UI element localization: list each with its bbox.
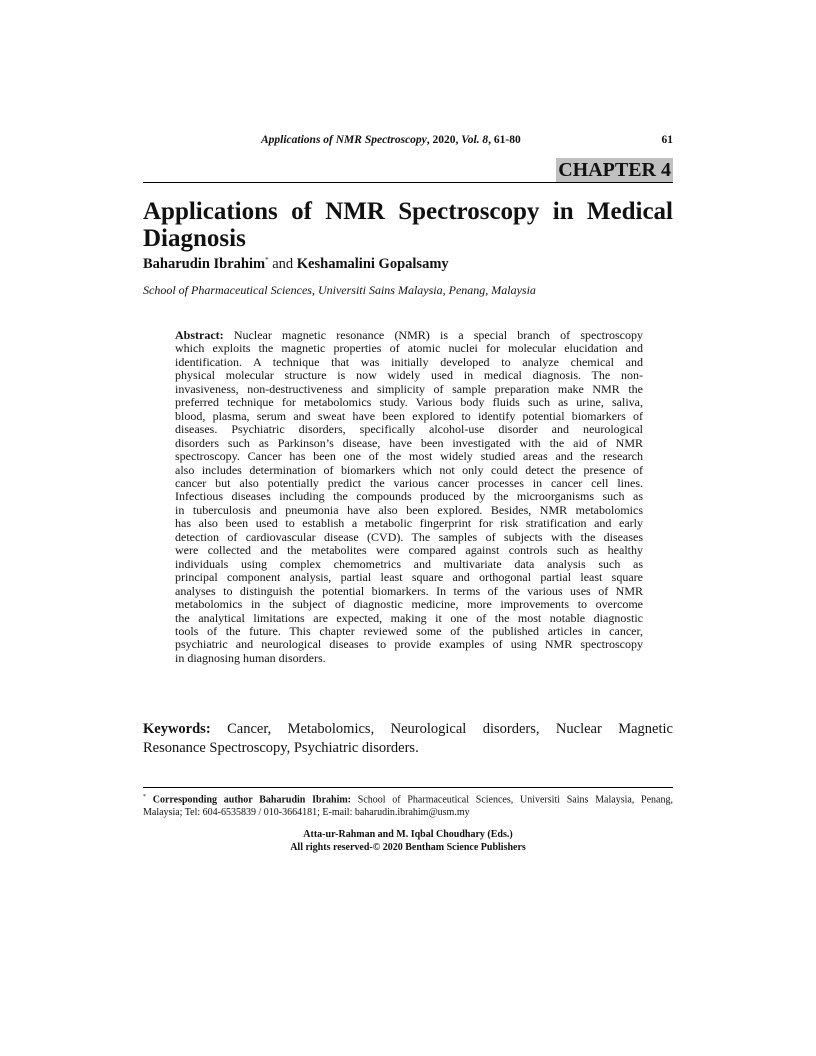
abstract-text: Nuclear magnetic resonance (NMR) is a special branch of spectroscopy: [223, 328, 643, 342]
abstract-text: spectroscopy. Cancer has been one of the most widely studied areas and the research: [175, 449, 643, 464]
journal-title: Applications of NMR Spectroscopy: [261, 134, 427, 146]
abstract-line: [175, 369, 643, 382]
chapter-label: CHAPTER 4: [558, 159, 671, 181]
abstract-text: the analytical limitations are expected, making it one of the most notable diagnostic: [175, 610, 643, 625]
abstract-line: [175, 652, 643, 665]
abstract-line: [175, 625, 643, 638]
abstract-line: [175, 585, 643, 598]
title-line: Applications of NMR Spectroscopy in Medical: [143, 198, 673, 225]
copyright: All rights reserved-© 2020 Bentham Science Publishers: [290, 842, 526, 853]
abstract-text: detection of cardiovascular disease (CVD). The samples of subjects with the diseases: [175, 529, 643, 544]
abstract-text: has also been used to establish a metabolic fingerprint for risk stratification and early: [175, 516, 643, 531]
abstract-line: [175, 437, 643, 450]
abstract-text: tools of the future. This chapter reviewed some of the published articles in cancer,: [175, 623, 643, 638]
abstract: [175, 329, 643, 665]
keywords-text: Cancer, Metabolomics, Neurological disorders, Nuclear Magnetic: [210, 721, 673, 737]
author-name: Keshamalini Gopalsamy: [296, 256, 449, 272]
volume: Vol. 8: [461, 134, 489, 146]
abstract-line: [175, 598, 643, 611]
abstract-line: [175, 410, 643, 423]
abstract-line: [175, 544, 643, 557]
footnote-mark: *: [265, 256, 269, 265]
abstract-text: cancer but also potentially predict the various cancer processes in cancer cell lines.: [175, 475, 643, 490]
abstract-text: principal component analysis, partial least square and orthogonal partial least square: [175, 570, 643, 585]
footnote-mark: *: [143, 794, 146, 800]
title-line: Diagnosis: [143, 225, 246, 252]
abstract-label: Abstract:: [175, 328, 224, 342]
footnote: [143, 791, 673, 819]
abstract-line: [175, 558, 643, 571]
abstract-line: [175, 490, 643, 503]
abstract-line: [175, 450, 643, 463]
abstract-text: were collected and the metabolites were compared against controls such as healthy: [175, 543, 643, 558]
abstract-line: [175, 356, 643, 369]
divider: [143, 182, 673, 183]
authors: [143, 256, 449, 273]
abstract-text: psychiatric and neurological diseases to provide examples of using NMR spectroscopy: [175, 637, 643, 652]
publisher-info: [143, 828, 673, 854]
abstract-text: metabolomics in the subject of diagnostic medicine, more improvements to overcome: [175, 597, 643, 612]
year: , 2020,: [426, 134, 462, 146]
abstract-text: analyses to distinguish the potential biomarkers. In terms of the various uses of NMR: [175, 583, 643, 598]
abstract-line: [175, 612, 643, 625]
affiliation: School of Pharmaceutical Sciences, Universiti Sains Malaysia, Penang, Malaysia: [143, 283, 536, 297]
author-name: Baharudin Ibrahim: [143, 256, 266, 272]
footnote-divider: [143, 787, 673, 788]
abstract-text: which exploits the magnetic properties of atomic nuclei for molecular elucidation and: [175, 341, 643, 356]
keywords: [143, 720, 673, 758]
abstract-text: also includes determination of biomarkers which not only could detect the presence of: [175, 462, 643, 477]
abstract-line: [175, 383, 643, 396]
page-title: [143, 198, 673, 252]
abstract-text: in diagnosing human disorders.: [175, 650, 326, 665]
abstract-text: physical molecular structure is now widely used in medical diagnosis. The non-: [175, 368, 643, 383]
footnote-label: Corresponding author Baharudin Ibrahim:: [146, 794, 352, 806]
abstract-text: in tuberculosis and pneumonia have also been explored. Besides, NMR metabolomics: [175, 502, 643, 517]
abstract-text: blood, plasma, serum and sweat have been explored to identify potential biomarkers of: [175, 408, 643, 423]
abstract-line: [175, 638, 643, 651]
keywords-label: Keywords:: [143, 721, 211, 737]
abstract-text: invasiveness, non-destructiveness and simplicity of sample preparation make NMR the: [175, 381, 643, 396]
conjunction: and: [268, 256, 297, 272]
abstract-line: [175, 531, 643, 544]
abstract-text: identification. A technique that was initially developed to analyze chemical and: [175, 354, 643, 369]
footnote-text: School of Pharmaceutical Sciences, Universiti Sains Malaysia, Penang,: [351, 794, 673, 806]
abstract-text: disorders such as Parkinson’s disease, have been investigated with the aid of NMR: [175, 435, 643, 450]
abstract-line: [175, 396, 643, 409]
abstract-text: individuals using complex chemometrics and multivariate data analysis such as: [175, 556, 643, 571]
abstract-text: preferred technique for metabolomics study. Various body fluids such as urine, saliva,: [175, 395, 643, 410]
page-number: 61: [661, 134, 673, 146]
abstract-text: Infectious diseases including the compounds produced by the microorganisms such as: [175, 489, 643, 504]
abstract-line: [175, 571, 643, 584]
keywords-text: Resonance Spectroscopy, Psychiatric disorders.: [143, 740, 419, 756]
abstract-text: diseases. Psychiatric disorders, specifically alcohol-use disorder and neurological: [175, 422, 643, 437]
abstract-line: [175, 477, 643, 490]
abstract-line: [175, 464, 643, 477]
abstract-line: [175, 517, 643, 530]
abstract-line: [175, 423, 643, 436]
abstract-line: [175, 342, 643, 355]
page-range: , 61-80: [488, 134, 521, 146]
footnote-text: Malaysia; Tel: 604-6535839 / 010-3664181; E-mail: baharudin.ibrahim@usm.my: [143, 807, 470, 819]
abstract-line: [175, 329, 643, 342]
editors: Atta-ur-Rahman and M. Iqbal Choudhary (Eds.): [303, 829, 513, 840]
abstract-line: [175, 504, 643, 517]
